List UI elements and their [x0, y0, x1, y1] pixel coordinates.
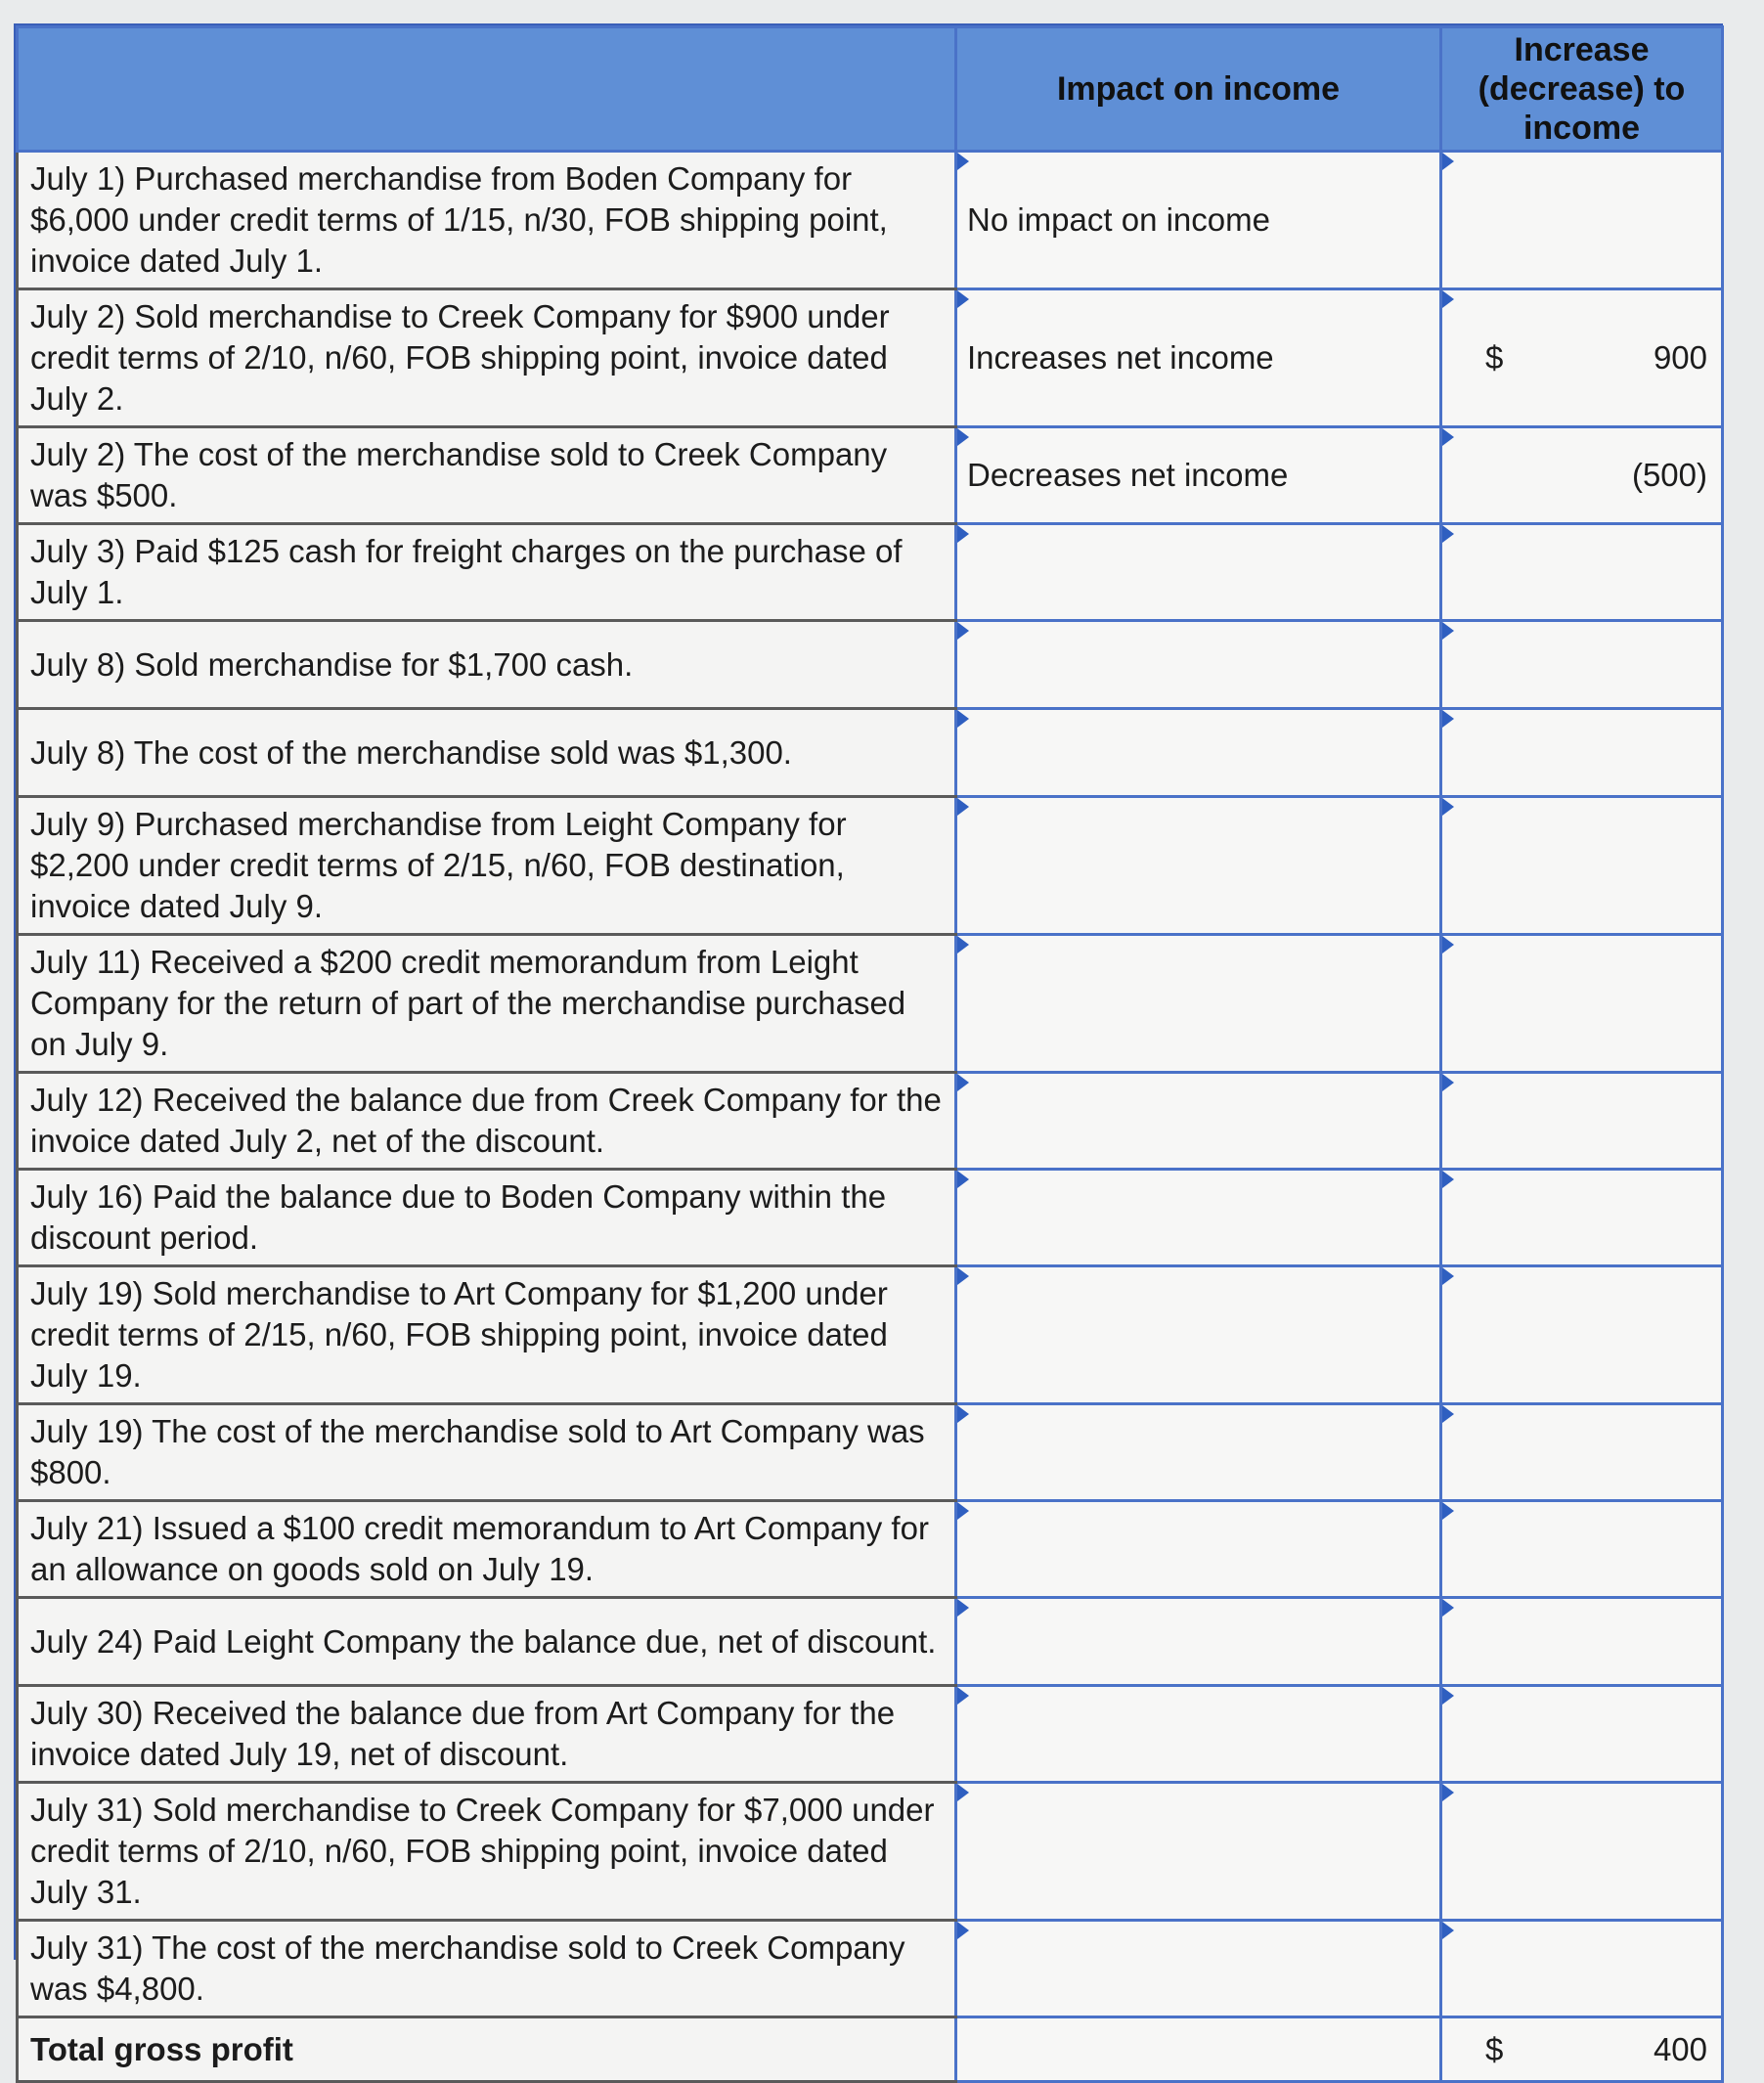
impact-select[interactable]	[956, 709, 1441, 797]
dropdown-marker-icon	[1442, 622, 1454, 640]
transaction-description: July 24) Paid Leight Company the balance due, net of discount.	[18, 1598, 956, 1686]
dropdown-marker-icon	[957, 525, 969, 543]
amount-input[interactable]	[1441, 797, 1723, 935]
dropdown-marker-icon	[957, 622, 969, 640]
transaction-description: July 8) Sold merchandise for $1,700 cash.	[18, 621, 956, 709]
table-row	[18, 935, 1723, 1073]
amount-input[interactable]	[1441, 1404, 1723, 1501]
dropdown-marker-icon	[957, 1922, 969, 1939]
dropdown-marker-icon	[957, 290, 969, 308]
impact-select[interactable]	[956, 621, 1441, 709]
dropdown-marker-icon	[1442, 1267, 1454, 1285]
table-row	[18, 427, 1723, 524]
impact-select[interactable]	[956, 1266, 1441, 1404]
amount-input[interactable]	[1441, 1170, 1723, 1266]
dropdown-marker-icon	[1442, 1922, 1454, 1939]
amount-input[interactable]	[1441, 1686, 1723, 1783]
dropdown-marker-icon	[1442, 710, 1454, 728]
currency-symbol: $	[1485, 339, 1504, 376]
amount-input[interactable]	[1441, 427, 1723, 524]
dropdown-marker-icon	[957, 1599, 969, 1617]
total-gross-profit-label: Total gross profit	[18, 2017, 956, 2082]
table-row	[18, 289, 1723, 427]
dropdown-marker-icon	[1442, 290, 1454, 308]
impact-select[interactable]	[956, 1501, 1441, 1598]
dropdown-marker-icon	[957, 1405, 969, 1423]
table-row	[18, 1501, 1723, 1598]
currency-symbol: $	[1485, 2030, 1504, 2067]
impact-select[interactable]	[956, 797, 1441, 935]
transaction-description: July 2) The cost of the merchandise sold to Creek Company was $500.	[18, 427, 956, 524]
table-row	[18, 1404, 1723, 1501]
table-row	[18, 1170, 1723, 1266]
dropdown-marker-icon	[957, 1171, 969, 1188]
impact-select[interactable]	[956, 427, 1441, 524]
dropdown-marker-icon	[957, 936, 969, 953]
table-row	[18, 621, 1723, 709]
table-row	[18, 1783, 1723, 1921]
income-impact-worksheet	[14, 23, 1723, 2067]
table-row	[18, 1686, 1723, 1783]
dropdown-marker-icon	[1442, 936, 1454, 953]
dropdown-marker-icon	[1442, 1687, 1454, 1705]
dropdown-marker-icon	[1442, 798, 1454, 816]
dropdown-marker-icon	[1442, 428, 1454, 446]
transactions-table	[16, 25, 1724, 2083]
transaction-description: July 16) Paid the balance due to Boden Company within the discount period.	[18, 1170, 956, 1266]
impact-select[interactable]	[956, 152, 1441, 289]
dropdown-marker-icon	[1442, 1502, 1454, 1520]
table-row	[18, 709, 1723, 797]
transaction-description: July 21) Issued a $100 credit memorandum to Art Company for an allowance on goods sold on July 19.	[18, 1501, 956, 1598]
amount-input[interactable]	[1441, 1598, 1723, 1686]
impact-select[interactable]	[956, 1404, 1441, 1501]
dropdown-marker-icon	[1442, 1784, 1454, 1801]
transaction-description: July 19) Sold merchandise to Art Company for $1,200 under credit terms of 2/15, n/60, FOB shipping point, invoice dated July 19.	[18, 1266, 956, 1404]
transaction-description: July 9) Purchased merchandise from Leight Company for $2,200 under credit terms of 2/15, n/60, FOB destination, invoice dated July 9.	[18, 797, 956, 935]
total-amount	[1441, 2017, 1723, 2082]
transaction-description: July 19) The cost of the merchandise sold to Art Company was $800.	[18, 1404, 956, 1501]
dropdown-marker-icon	[957, 428, 969, 446]
impact-select[interactable]	[956, 1921, 1441, 2017]
transaction-description: July 1) Purchased merchandise from Boden Company for $6,000 under credit terms of 1/15, n/30, FOB shipping point, invoice dated July 1.	[18, 152, 956, 289]
amount-input[interactable]	[1441, 1266, 1723, 1404]
amount-input[interactable]	[1441, 152, 1723, 289]
amount-value: (500)	[1631, 457, 1707, 493]
impact-select[interactable]	[956, 1170, 1441, 1266]
dropdown-marker-icon	[957, 798, 969, 816]
table-row	[18, 1073, 1723, 1170]
header-description	[18, 27, 956, 152]
impact-select[interactable]	[956, 289, 1441, 427]
transaction-description: July 30) Received the balance due from Art Company for the invoice dated July 19, net of discount.	[18, 1686, 956, 1783]
amount-input[interactable]	[1441, 1783, 1723, 1921]
transaction-description: July 11) Received a $200 credit memorandum from Leight Company for the return of part of the merchandise purchased on July 9.	[18, 935, 956, 1073]
dropdown-marker-icon	[1442, 1599, 1454, 1617]
amount-input[interactable]	[1441, 935, 1723, 1073]
impact-select[interactable]	[956, 1598, 1441, 1686]
dropdown-marker-icon	[1442, 1405, 1454, 1423]
table-row	[18, 1266, 1723, 1404]
impact-select[interactable]	[956, 1073, 1441, 1170]
amount-input[interactable]	[1441, 1501, 1723, 1598]
dropdown-marker-icon	[1442, 1074, 1454, 1091]
impact-select[interactable]	[956, 1686, 1441, 1783]
dropdown-marker-icon	[957, 1267, 969, 1285]
total-row	[18, 2017, 1723, 2082]
impact-select[interactable]	[956, 935, 1441, 1073]
dropdown-marker-icon	[957, 1687, 969, 1705]
dropdown-marker-icon	[1442, 1171, 1454, 1188]
table-row	[18, 1921, 1723, 2017]
impact-select[interactable]	[956, 1783, 1441, 1921]
transaction-description: July 31) The cost of the merchandise sold to Creek Company was $4,800.	[18, 1921, 956, 2017]
amount-input[interactable]	[1441, 621, 1723, 709]
transaction-description: July 12) Received the balance due from Creek Company for the invoice dated July 2, net of the discount.	[18, 1073, 956, 1170]
table-row	[18, 152, 1723, 289]
dropdown-marker-icon	[957, 710, 969, 728]
transaction-description: July 8) The cost of the merchandise sold was $1,300.	[18, 709, 956, 797]
impact-value: Decreases net income	[967, 457, 1289, 493]
table-row	[18, 524, 1723, 621]
dropdown-marker-icon	[957, 1074, 969, 1091]
impact-select[interactable]	[956, 524, 1441, 621]
dropdown-marker-icon	[957, 1502, 969, 1520]
dropdown-marker-icon	[957, 153, 969, 170]
transaction-description: July 31) Sold merchandise to Creek Company for $7,000 under credit terms of 2/10, n/60, FOB shipping point, invoice dated July 31.	[18, 1783, 956, 1921]
table-row	[18, 797, 1723, 935]
amount-input[interactable]	[1441, 709, 1723, 797]
transaction-description: July 3) Paid $125 cash for freight charges on the purchase of July 1.	[18, 524, 956, 621]
amount-input[interactable]	[1441, 524, 1723, 621]
header-row	[18, 27, 1723, 152]
header-increase-decrease: Increase (decrease) to income	[1441, 27, 1723, 152]
amount-value: 900	[1653, 339, 1707, 376]
header-impact-on-income: Impact on income	[956, 27, 1441, 152]
dropdown-marker-icon	[1442, 525, 1454, 543]
table-row	[18, 1598, 1723, 1686]
amount-input[interactable]	[1441, 289, 1723, 427]
dropdown-marker-icon	[957, 1784, 969, 1801]
amount-input[interactable]	[1441, 1073, 1723, 1170]
impact-value: Increases net income	[967, 339, 1274, 376]
dropdown-marker-icon	[1442, 153, 1454, 170]
impact-value: No impact on income	[967, 201, 1270, 238]
amount-input[interactable]	[1441, 1921, 1723, 2017]
total-amount-value: 400	[1653, 2030, 1707, 2067]
total-impact-cell	[956, 2017, 1441, 2082]
transaction-description: July 2) Sold merchandise to Creek Company for $900 under credit terms of 2/10, n/60, FOB shipping point, invoice dated July 2.	[18, 289, 956, 427]
